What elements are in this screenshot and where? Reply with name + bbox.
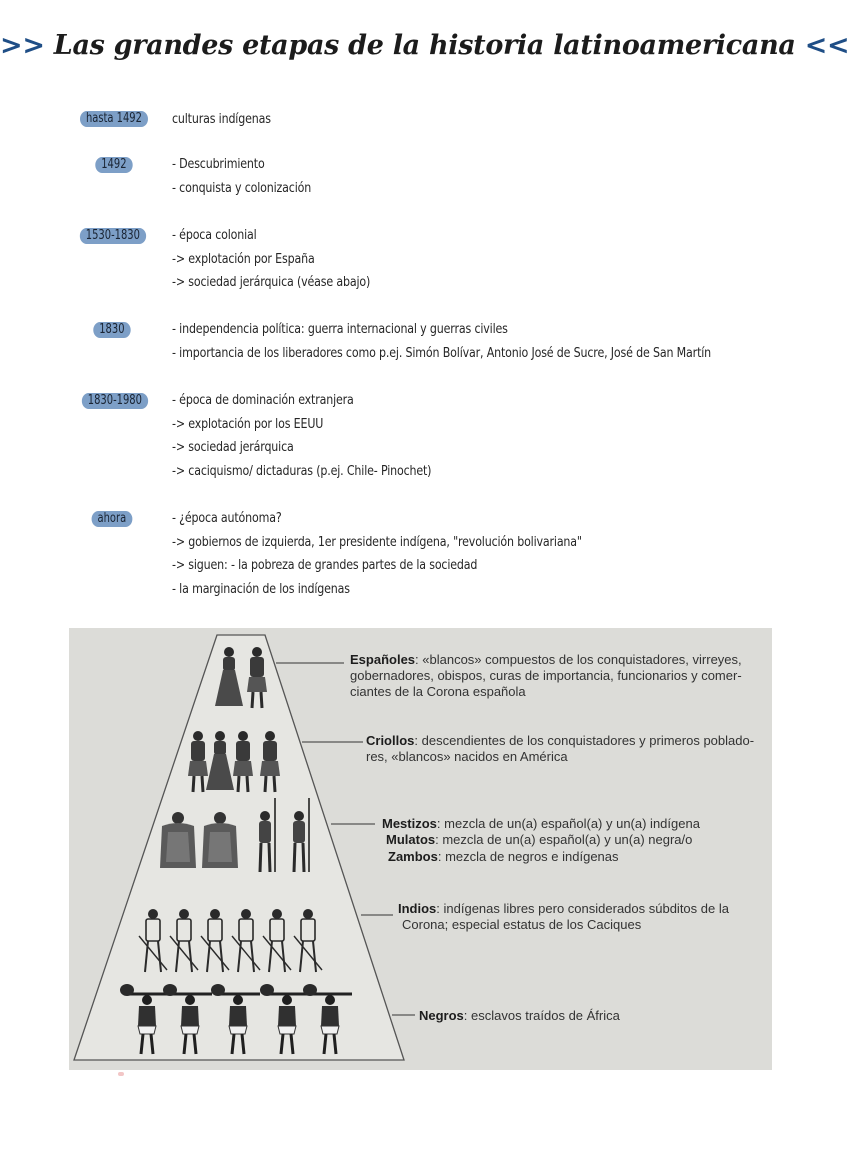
period-line: -> explotación por España <box>172 250 315 267</box>
caption-text: : indígenas libres pero considerados súbditos de la <box>436 901 729 916</box>
caption-term: Indios <box>398 901 437 916</box>
period-badge: 1830-1980 <box>82 393 148 409</box>
period-line: - Descubrimiento <box>172 156 265 172</box>
period-line: - época de dominación extranjera <box>172 392 354 408</box>
caption-text: : mezcla de un(a) español(a) y un(a) negra/o <box>435 832 693 847</box>
period-line: - ¿época autónoma? <box>172 510 282 526</box>
caption-text: : descendientes de los conquistadores y primeros poblado- <box>414 733 755 748</box>
caption-term: Zambos <box>388 849 438 864</box>
caption-text: ciantes de la Corona española <box>350 684 526 699</box>
caption-espanoles <box>350 652 742 700</box>
title-left-arrows: >> <box>0 30 45 61</box>
caption-text: res, «blancos» nacidos en América <box>366 749 568 764</box>
caption-text: : mezcla de negros e indígenas <box>437 849 619 864</box>
period-line: -> siguen: - la pobreza de grandes partes de la sociedad <box>172 557 478 573</box>
period-line: - época colonial <box>172 227 257 243</box>
period-lines <box>172 108 293 132</box>
caption-term: Españoles <box>350 652 416 667</box>
period-line: - la marginación de los indígenas <box>172 580 350 597</box>
period-lines <box>172 224 414 295</box>
period-lines <box>172 318 829 365</box>
period-line: -> sociedad jerárquica <box>172 439 294 455</box>
period-badge: 1530-1830 <box>80 228 146 244</box>
title-text: Las grandes etapas de la historia latinoamericana <box>53 30 796 61</box>
period-line: -> explotación por los EEUU <box>172 415 324 432</box>
period-badge: 1830 <box>93 322 130 338</box>
caption-term: Negros <box>419 1008 464 1023</box>
caption-text: gobernadores, obispos, curas de importancia, funcionarios y comer- <box>350 668 742 683</box>
period-badge: ahora <box>92 511 133 527</box>
period-badge: hasta 1492 <box>80 111 148 127</box>
period-line: - independencia política: guerra internacional y guerras civiles <box>172 321 508 337</box>
social-pyramid-figure <box>69 628 772 1070</box>
caption-mestizos <box>382 816 700 832</box>
caption-zambos <box>388 849 619 865</box>
stray-mark <box>118 1072 124 1076</box>
caption-term: Criollos <box>366 733 415 748</box>
period-line: -> caciquismo/ dictaduras (p.ej. Chile- Pinochet) <box>172 462 432 479</box>
page-title <box>0 30 849 61</box>
caption-text: Corona; especial estatus de los Caciques <box>402 917 642 932</box>
period-line: -> gobiernos de izquierda, 1er presidente indígena, "revolución bolivariana" <box>172 533 582 550</box>
period-line: -> sociedad jerárquica (véase abajo) <box>172 274 371 290</box>
caption-term: Mulatos <box>386 832 436 847</box>
period-line: - conquista y colonización <box>172 179 312 196</box>
period-lines <box>172 153 342 200</box>
caption-text: : «blancos» compuestos de los conquistadores, virreyes, <box>415 652 742 667</box>
caption-text: : esclavos traídos de África <box>463 1008 620 1023</box>
caption-text: : mezcla de un(a) español(a) y un(a) indígena <box>436 816 700 831</box>
caption-mulatos <box>386 832 692 848</box>
caption-indios <box>398 901 729 933</box>
title-right-arrows: << <box>804 30 849 61</box>
period-line: - importancia de los liberadores como p.ej. Simón Bolívar, Antonio José de Sucre, José de San Martín <box>172 344 712 361</box>
caption-criollos <box>366 733 754 765</box>
caption-negros <box>419 1008 620 1024</box>
period-lines <box>172 507 672 601</box>
period-lines <box>172 389 488 483</box>
period-badge: 1492 <box>95 157 132 173</box>
period-line: culturas indígenas <box>172 111 271 127</box>
caption-term: Mestizos <box>382 816 437 831</box>
